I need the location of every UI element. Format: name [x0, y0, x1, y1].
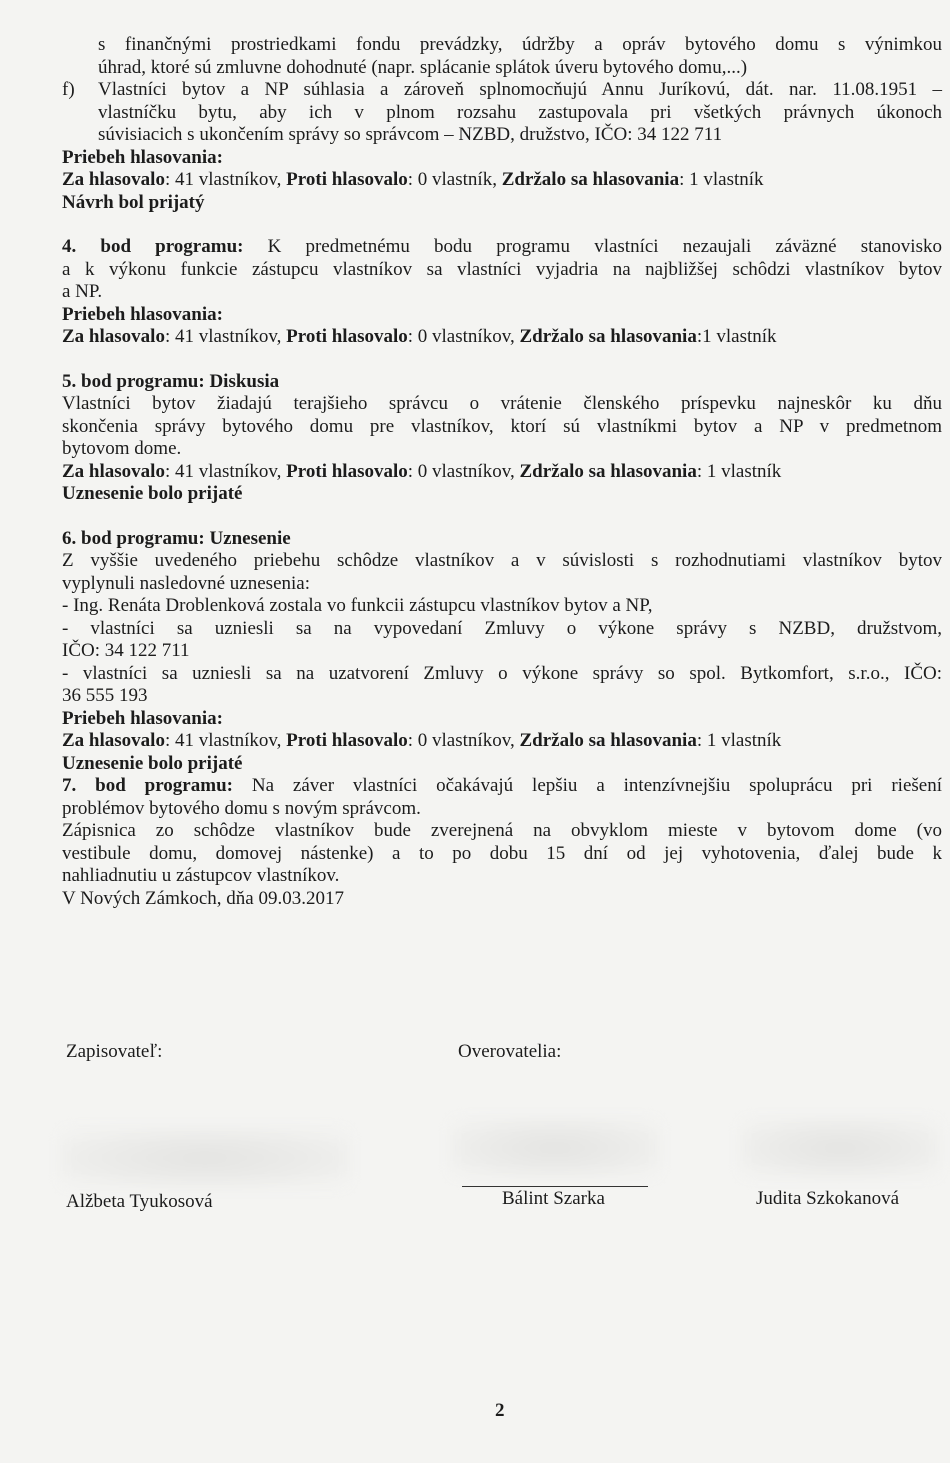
item-f-line-1: Vlastníci bytov a NP súhlasia a zároveň splnomocňujú Annu Juríkovú, dát. nar. 11.08.1951 – [98, 79, 942, 100]
item-6-line-2: vyplynuli nasledovné uznesenia: [62, 572, 310, 594]
vote-against-value: : 0 vlastníkov, [407, 730, 520, 751]
item-6-line-1: Z vyššie uvedeného priebehu schôdze vlastníkov a v súvislosti s rozhodnutiami vlastníkov bytov [62, 550, 942, 571]
recorder-label: Zapisovateľ: [66, 1041, 163, 1062]
verifier-1-name: Bálint Szarka [502, 1188, 605, 1209]
verifiers-label: Overovatelia: [458, 1041, 562, 1062]
vote-abstain-label: Zdržalo sa hlasovania [519, 730, 697, 751]
vote-abstain-value: : 1 vlastník [696, 460, 782, 482]
vote-abstain-label: Zdržalo sa hlasovania [519, 460, 697, 482]
redacted-signature-verifier-1 [450, 1118, 660, 1178]
vote-for-label: Za hlasovalo [62, 730, 165, 751]
vote-against-label: Proti hlasovalo [286, 326, 408, 347]
item-5-line-1: Vlastníci bytov žiadajú terajšieho správcu o vrátenie členského príspevku najneskôr ku dňu [62, 393, 942, 414]
closing-line-1: Zápisnica zo schôdze vlastníkov bude zverejnená na obvyklom mieste v bytovom dome (vo [62, 820, 942, 841]
vote-against-label: Proti hlasovalo [286, 460, 408, 482]
verifier-2-name: Judita Szkokanová [756, 1188, 900, 1209]
item-7-line-1 [62, 775, 942, 798]
resolution-result: Uznesenie bolo prijaté [62, 483, 243, 504]
item-7-line-2: problémov bytového domu s novým správcom. [62, 797, 421, 819]
vote-for-label: Za hlasovalo [62, 460, 165, 482]
closing-line-2: vestibule domu, domovej nástenke) a to po dobu 15 dní od jej vyhotovenia, ďalej bude k [62, 842, 942, 864]
list-marker-f: f) [62, 79, 75, 100]
vote-abstain-label: Zdržalo sa hlasovania [501, 169, 680, 190]
continuation-line-2: úhrad, ktoré sú zmluvne dohodnuté (napr. splácanie splátok úveru bytového domu,...) [98, 56, 748, 78]
continuation-line-1: s finančnými prostriedkami fondu prevádzky, údržby a opráv bytového domu s výnimkou [98, 34, 942, 55]
item-6-line-6: - vlastníci sa uzniesli sa na uzatvorení Zmluvy o výkone správy so spol. Bytkomfort, s.r.o., IČO: [62, 662, 942, 684]
item-6-line-7: 36 555 193 [62, 685, 148, 706]
item-4-line-1 [62, 236, 942, 259]
vote-abstain-value: :1 vlastník [696, 326, 777, 347]
vote-against-value: : 0 vlastníkov, [407, 460, 520, 482]
spacer [62, 214, 942, 236]
item-4-text: K predmetnému bodu programu vlastníci nezaujali záväzné stanovisko [243, 236, 942, 257]
vote-abstain-value: : 1 vlastník [696, 730, 782, 751]
document-body [62, 34, 942, 910]
vote-against-value: : 0 vlastník, [407, 169, 502, 190]
signature-line [462, 1186, 648, 1187]
vote-against-label: Proti hlasovalo [286, 169, 408, 190]
vote-result-line [62, 461, 942, 484]
vote-abstain-value: : 1 vlastník [679, 169, 764, 190]
vote-for-value: : 41 vlastníkov, [164, 460, 287, 482]
vote-result-line [62, 169, 942, 192]
vote-for-label: Za hlasovalo [62, 169, 165, 190]
spacer [62, 506, 942, 528]
closing-line-3: nahliadnutiu u zástupcov vlastníkov. [62, 865, 340, 886]
vote-against-value: : 0 vlastníkov, [407, 326, 520, 347]
item-5-line-2: skončenia správy bytového domu pre vlastníkov, ktorí sú vlastníkmi bytov a NP v predmetnom [62, 415, 942, 437]
item-5-line-3: bytovom dome. [62, 438, 182, 459]
spacer [62, 349, 942, 371]
vote-heading: Priebeh hlasovania: [62, 146, 223, 168]
item-4-line-2: a k výkonu funkcie zástupcu vlastníkov sa vlastníci vyjadria na najbližšej schôdzi vlastníkov bytov [62, 258, 942, 280]
item-5-heading: 5. bod programu: Diskusia [62, 370, 280, 392]
page-number: 2 [495, 1400, 505, 1421]
item-6-line-3: - Ing. Renáta Droblenková zostala vo funkcii zástupcu vlastníkov bytov a NP, [62, 595, 653, 616]
vote-abstain-label: Zdržalo sa hlasovania [519, 326, 697, 347]
item-4-line-3: a NP. [62, 281, 103, 302]
vote-for-label: Za hlasovalo [62, 326, 165, 347]
vote-against-label: Proti hlasovalo [286, 730, 408, 751]
vote-for-value: : 41 vlastníkov, [164, 169, 287, 190]
list-item-f [62, 79, 942, 147]
item-f-line-2: vlastníčku bytu, aby ich v plnom rozsahu zastupovala pri všetkých právnych úkonoch [98, 101, 942, 123]
place-and-date: V Nových Zámkoch, dňa 09.03.2017 [62, 887, 344, 909]
vote-result-line [62, 730, 942, 753]
resolution-result: Uznesenie bolo prijaté [62, 752, 243, 774]
motion-result: Návrh bol prijatý [62, 191, 205, 213]
recorder-name: Alžbeta Tyukosová [66, 1191, 213, 1212]
item-f-line-3: súvisiacich s ukončením správy so správcom – NZBD, družstvo, IČO: 34 122 711 [98, 124, 723, 145]
item-6-line-4: - vlastníci sa uzniesli sa na vypovedaní Zmluvy o výkone správy s NZBD, družstvom, [62, 617, 942, 639]
item-6-line-5: IČO: 34 122 711 [62, 640, 190, 661]
item-6-heading: 6. bod programu: Uznesenie [62, 527, 291, 549]
redacted-signature-verifier-2 [740, 1118, 940, 1178]
item-4-label: 4. bod programu: [62, 236, 244, 257]
item-7-text: Na záver vlastníci očakávajú lepšiu a intenzívnejšiu spoluprácu pri riešení [232, 775, 942, 796]
vote-heading: Priebeh hlasovania: [62, 707, 223, 729]
item-7-label: 7. bod programu: [62, 775, 233, 796]
vote-heading: Priebeh hlasovania: [62, 303, 223, 325]
vote-for-value: : 41 vlastníkov, [164, 326, 287, 347]
redacted-signature-recorder [60, 1128, 350, 1188]
vote-result-line [62, 326, 942, 349]
vote-for-value: : 41 vlastníkov, [164, 730, 287, 751]
